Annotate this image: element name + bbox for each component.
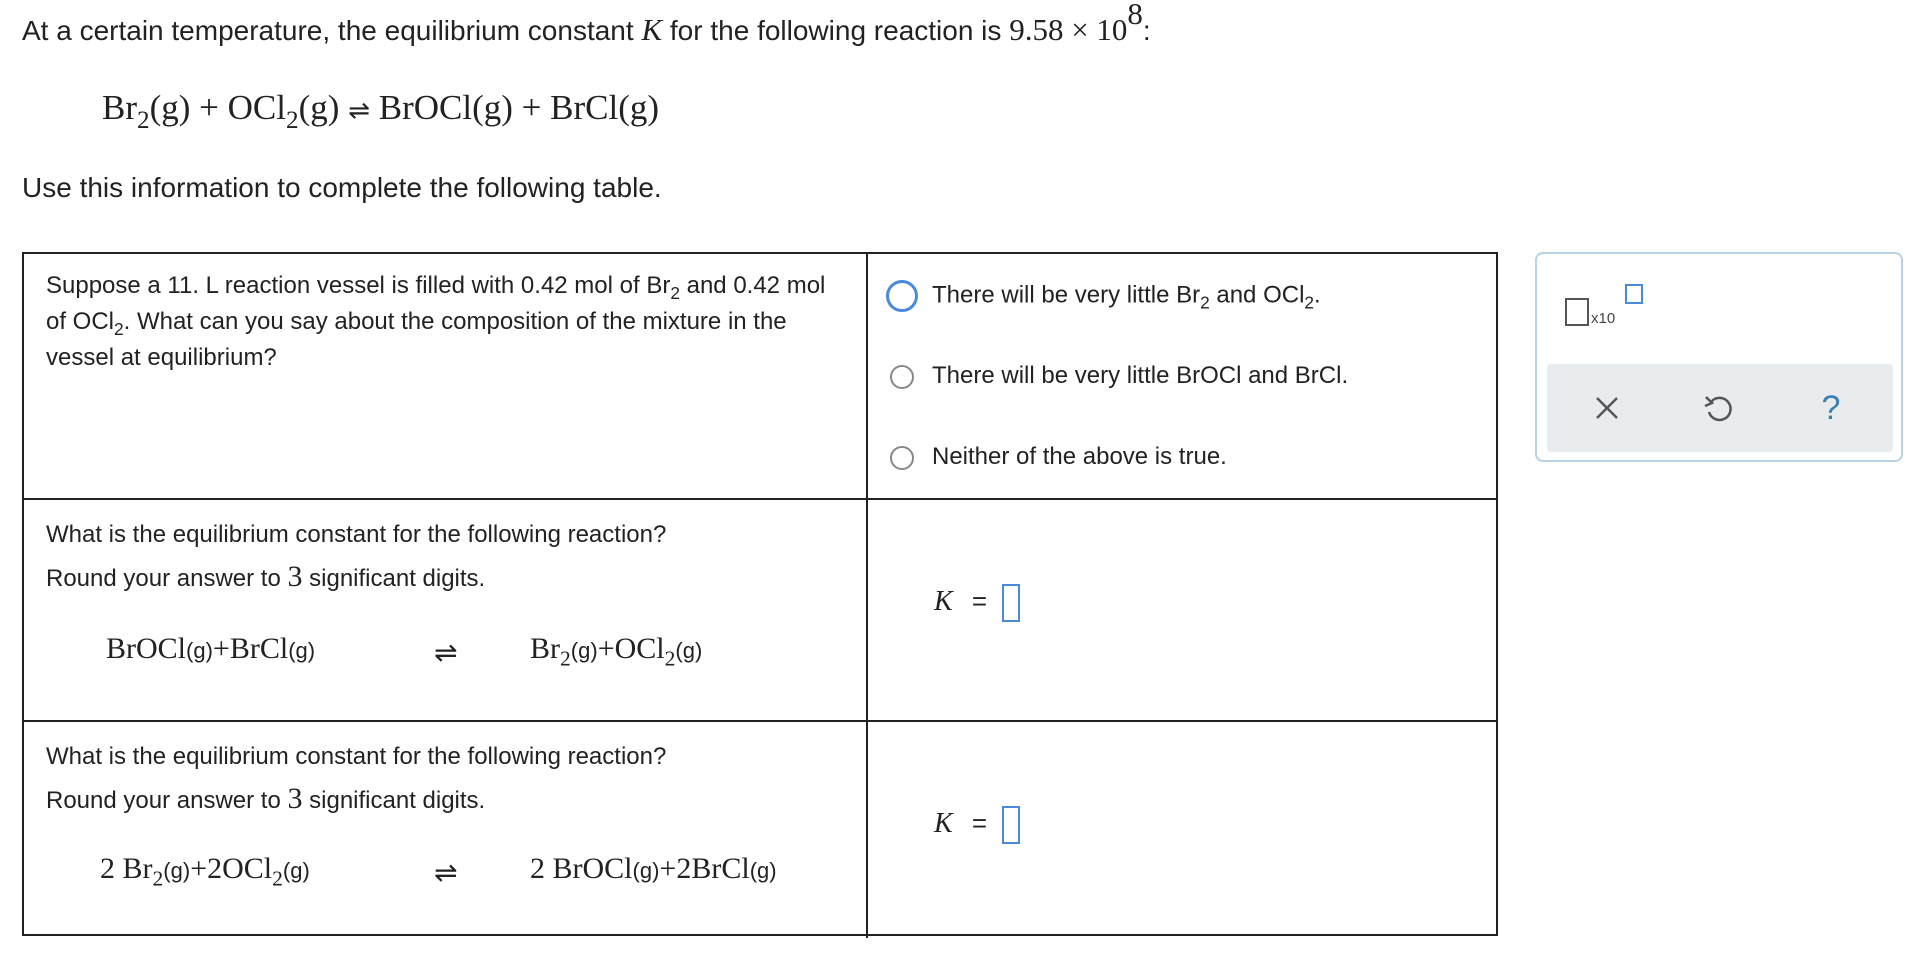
palette-actions [1547, 364, 1893, 452]
instruction-text: Use this information to complete the following table. [22, 172, 662, 203]
help-icon[interactable]: ? [1821, 389, 1841, 427]
clear-icon[interactable] [1577, 378, 1637, 438]
option-neither[interactable]: Neither of the above is true. [890, 443, 1227, 471]
question-composition-text: Suppose a 11. L reaction vessel is filled with 0.42 mol of $Br_2$ and 0.42 mol of OCl$_2$. What can you say about the composition of the mixture in the vessel at equilibrium? [46, 272, 826, 371]
question-row-reverse-k [24, 498, 1496, 720]
doubled-reaction-left: 2 $Br_2(g)+2OCl_2(g)$ [100, 852, 310, 891]
k-doubled-input[interactable] [1002, 806, 1020, 844]
k-reverse-input[interactable] [1002, 584, 1020, 622]
reverse-reaction-right: $Br_2(g)+OCl_2(g)$ [530, 632, 703, 671]
doubled-reaction-right: 2 BrOCl(g)+2BrCl(g) [530, 852, 777, 885]
undo-icon[interactable] [1689, 378, 1749, 438]
radio-button[interactable] [890, 446, 914, 470]
question-doubled-text: What is the equilibrium constant for the following reaction? Round your answer to 3 significant digits. [46, 743, 667, 815]
equilibrium-arrow-icon: ⇌ [434, 636, 458, 669]
question-table [22, 252, 1498, 936]
scientific-notation-button[interactable]: x10 [1565, 284, 1645, 334]
radio-button[interactable] [886, 280, 918, 312]
option-little-products[interactable]: There will be very little BrOCl and BrCl. [890, 362, 1348, 390]
reverse-reaction-left: BrOCl(g)+BrCl(g) [106, 632, 316, 665]
equilibrium-arrow-icon: ⇌ [348, 96, 370, 126]
question-reverse-text: What is the equilibrium constant for the following reaction? Round your answer to 3 significant digits. [46, 521, 667, 593]
math-palette [1535, 252, 1903, 462]
k-doubled-field: K = [934, 806, 1020, 844]
main-reaction-equation: $Br_2(g) + OCl_2(g)$ ⇌ BrOCl(g) + BrCl(g) [102, 88, 660, 134]
radio-button[interactable] [890, 365, 914, 389]
k-reverse-field: K = [934, 584, 1020, 622]
question-row-composition [24, 254, 1496, 498]
option-little-reactants[interactable]: There will be very little $Br_2$ and OCl$_2$. [890, 280, 1321, 312]
k-symbol: K [641, 12, 663, 47]
k-exponent: 8 [1127, 0, 1143, 31]
equilibrium-arrow-icon: ⇌ [434, 856, 458, 889]
k-value: 9.58 × 10 [1009, 12, 1128, 47]
question-row-doubled-k [24, 720, 1496, 938]
intro-text: At a certain temperature, the equilibrium constant K for the following reaction is $9.58 \times 10^8$: [22, 12, 1151, 48]
